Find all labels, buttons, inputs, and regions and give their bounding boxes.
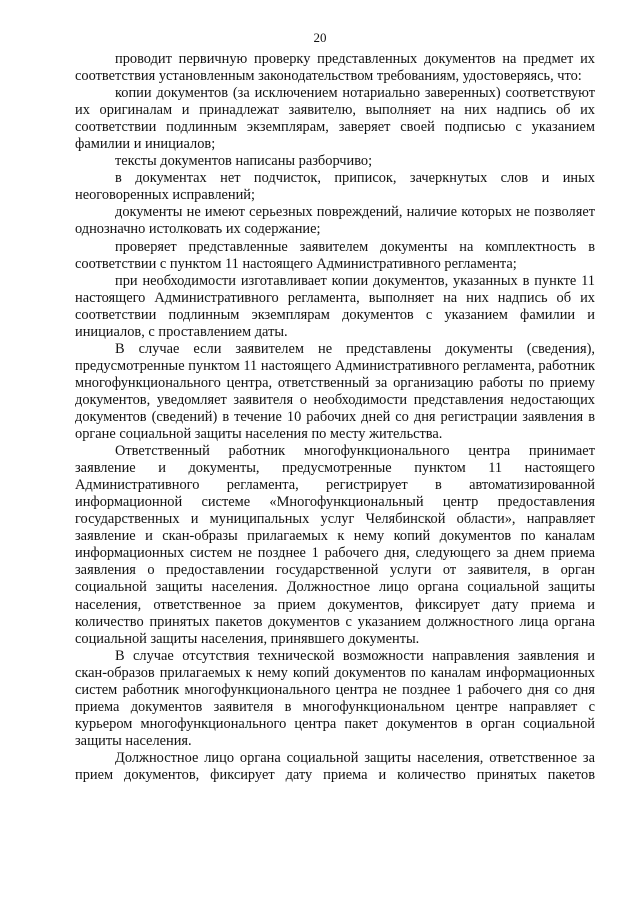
paragraph-official-records: Должностное лицо органа социальной защиты населения, ответственное за прием документов, фиксирует дату приема и количество принятых пакетов (75, 749, 595, 783)
paragraph-completeness: проверяет представленные заявителем документы на комплектность в соответствии с пунктом 11 настоящего Административного регламента; (75, 238, 595, 272)
paragraph-legible: тексты документов написаны разборчиво; (115, 153, 373, 170)
paragraph-mfc-registration: Ответственный работник многофункционального центра принимает заявление и документы, предусмотренные пунктом 11 настоящего Административного регламента, регистрирует в автоматизированной информационной системе «Многофункциональный центр предоставления государственных и муниципальных услуг Челябинской области», направляет заявление и скан-образы прилагаемых к нему копий документов по каналам информационных систем не позднее 1 рабочего дня, следующего за днем приема заявления о предоставлении государственной услуги от заявителя, в орган социальной защиты населения. Должностное лицо органа социальной защиты населения, ответственное за прием документов, фиксирует дату приема и количество принятых пакетов документов с указанием должностного лица органа социальной защиты населения, принявшего документы. (75, 443, 595, 647)
paragraph-no-erasures: в документах нет подчисток, приписок, зачеркнутых слов и иных неоговоренных исправлений; (75, 170, 595, 204)
paragraph-courier-delivery: В случае отсутствия технической возможности направления заявления и скан-образов прилагаемых к нему копий документов по каналам информационных систем работник многофункционального центра не позднее 1 рабочего дня со дня приема документов заявителя в многофункциональном центре направляет с курьером многофункционального центра пакет документов в орган социальной защиты населения. (75, 647, 595, 749)
paragraph-initial-check: проводит первичную проверку представленных документов на предмет их соответствия установленным законодательством требованиям, удостоверяясь, что: (75, 51, 595, 85)
document-body (75, 51, 595, 784)
paragraph-missing-documents: В случае если заявителем не представлены документы (сведения), предусмотренные пунктом 11 настоящего Административного регламента, работник многофункционального центра, ответственный за организацию работы по приему документов, уведомляет заявителя о необходимости представления недостающих документов (сведений) в течение 10 рабочих дней со дня регистрации заявления в органе социальной защиты населения по месту жительства. (75, 340, 595, 443)
paragraph-copies-match: копии документов (за исключением нотариально заверенных) соответствуют их оригиналам и принадлежат заявителю, выполняет на них надпись об их соответствии подлинным экземплярам, заверяет своей подписью с указанием фамилии и инициалов; (75, 85, 595, 153)
paragraph-make-copies: при необходимости изготавливает копии документов, указанных в пункте 11 настоящего Административного регламента, выполняет на них надпись об их соответствии подлинным экземплярам документов с указанием фамилии и инициалов, с проставлением даты. (75, 272, 595, 340)
page-number: 20 (313, 30, 327, 45)
paragraph-no-damage: документы не имеют серьезных повреждений, наличие которых не позволяет однозначно истолковать их содержание; (75, 204, 595, 238)
